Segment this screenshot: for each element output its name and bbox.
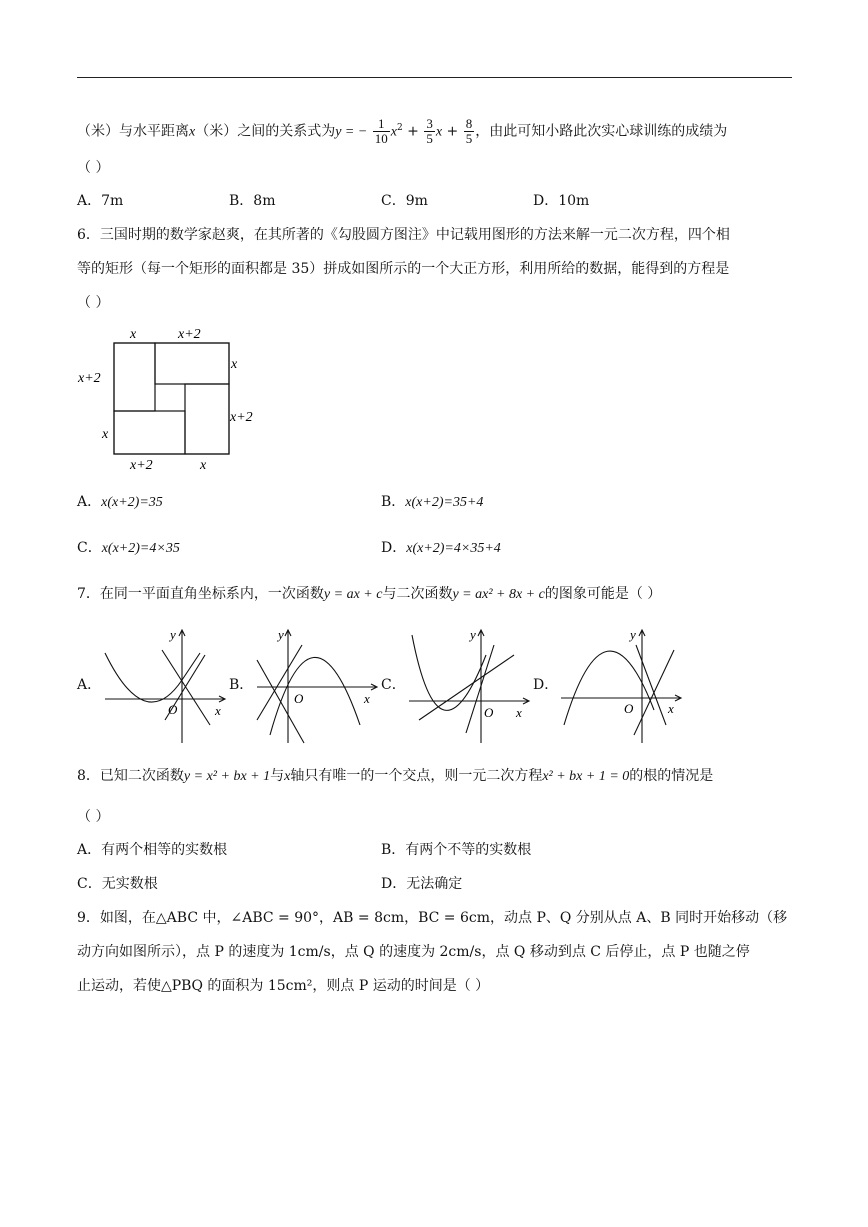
- svg-text:x: x: [668, 701, 674, 716]
- q7-graph-a[interactable]: [100, 625, 230, 745]
- q8-option-b[interactable]: B．有两个不等的实数根: [381, 842, 532, 858]
- svg-text:x: x: [364, 691, 370, 706]
- svg-text:O: O: [484, 705, 494, 720]
- q8-paren: （ ）: [77, 809, 110, 825]
- q5-text-a: （米）与水平距离: [77, 123, 189, 140]
- q5-frac-2: $\frac{3}{5}$: [426, 116, 433, 146]
- q5-text-c: ，由此可知小路此次实心球训练的成绩为: [475, 123, 728, 140]
- q5-option-d[interactable]: D．10m: [533, 193, 590, 209]
- fig-label-bottom-right: x: [200, 458, 207, 473]
- svg-text:y: y: [170, 627, 176, 642]
- q6-option-a[interactable]: A．x(x+2)=35: [77, 494, 163, 510]
- svg-text:O: O: [294, 691, 304, 706]
- fig-label-bottom-left: x+2: [130, 458, 153, 473]
- q5-stem: （米）与水平距离x（米）之间的关系式为y = − $\frac{1}{10}$ $x^2$ + $\frac{3}{5}$ x + $\frac{8}{5}$ ，由此可知小路此次实心球训练的成绩为: [77, 116, 728, 146]
- q7-option-c-label[interactable]: C．: [381, 677, 406, 693]
- q9-stem-line3: 止运动，若使△PBQ 的面积为 15cm²，则点 P 运动的时间是（ ）: [77, 978, 490, 994]
- q6-stem-line2: 等的矩形（每一个矩形的面积都是 35）拼成如图所示的一个大正方形，利用所给的数据，能得到的方程是: [77, 261, 730, 277]
- q7-linear-eq: y = ax + c: [323, 587, 383, 602]
- q9-stem-line2: 动方向如图所示），点 P 的速度为 1cm/s，点 Q 的速度为 2cm/s，点 Q 移动到点 C 后停止，点 P 也随之停: [77, 944, 750, 960]
- fig-label-left-bottom: x: [102, 427, 109, 442]
- q8-option-c[interactable]: C．无实数根: [77, 876, 158, 892]
- q7-quadratic-eq: y = ax² + 8x + c: [452, 587, 545, 602]
- q5-option-c[interactable]: C．9m: [381, 193, 428, 209]
- q8-option-d[interactable]: D．无法确定: [381, 876, 463, 892]
- q6-paren: （ ）: [77, 295, 110, 311]
- q8-equation: x² + bx + 1 = 0: [542, 769, 630, 784]
- svg-text:y: y: [630, 627, 636, 642]
- svg-text:x: x: [215, 703, 221, 718]
- q8-option-a[interactable]: A．有两个相等的实数根: [77, 842, 228, 858]
- q7-graph-d[interactable]: [556, 625, 686, 745]
- q6-stem-line1: 6．三国时期的数学家赵爽，在其所著的《勾股圆方图注》中记载用图形的方法来解一元二次方程，四个相: [77, 227, 730, 243]
- q8-function-eq: y = x² + bx + 1: [183, 769, 271, 784]
- q5-frac-1: $\frac{1}{10}$: [374, 116, 388, 146]
- svg-text:y: y: [278, 627, 284, 642]
- q7-stem: 7．在同一平面直角坐标系内，一次函数y = ax + c与二次函数y = ax² + 8x + c的图象可能是（ ）: [77, 586, 662, 602]
- svg-text:O: O: [168, 702, 178, 717]
- q5-option-b[interactable]: B．8m: [229, 193, 276, 209]
- q5-var-x: x: [189, 124, 196, 140]
- q7-option-b-label[interactable]: B．: [229, 677, 254, 693]
- fig-label-top-left: x: [130, 327, 137, 342]
- fig-label-right-top: x: [231, 357, 238, 372]
- q5-paren: （ ）: [77, 160, 110, 176]
- q8-stem: 8．已知二次函数y = x² + bx + 1与x轴只有唯一的一个交点，则一元二次方程x² + bx + 1 = 0的根的情况是: [77, 768, 714, 784]
- q9-stem-line1: 9．如图，在△ABC 中，∠ABC = 90°，AB = 8cm，BC = 6cm，动点 P、Q 分别从点 A、B 同时开始移动（移: [77, 910, 788, 926]
- fig-label-left-top: x+2: [78, 371, 101, 386]
- q6-square-figure: [70, 318, 270, 478]
- q6-option-d[interactable]: D．x(x+2)=4×35+4: [381, 540, 501, 556]
- fig-label-right-bottom: x+2: [230, 410, 253, 425]
- svg-text:y: y: [470, 627, 476, 642]
- q7-graph-c[interactable]: [404, 625, 534, 745]
- q7-option-a-label[interactable]: A．: [77, 677, 102, 693]
- svg-text:x: x: [516, 705, 522, 720]
- svg-text:O: O: [624, 701, 634, 716]
- fig-label-top-right: x+2: [178, 327, 201, 342]
- header-rule: [77, 77, 792, 78]
- q6-option-b[interactable]: B．x(x+2)=35+4: [381, 494, 484, 510]
- q5-frac-3: $\frac{8}{5}$: [465, 116, 473, 146]
- q7-graph-b[interactable]: [252, 625, 382, 745]
- q7-option-d-label[interactable]: D．: [533, 677, 559, 693]
- q5-formula-y: y = −: [335, 124, 368, 140]
- q5-text-b: （米）之间的关系式为: [195, 123, 336, 140]
- q6-option-c[interactable]: C．x(x+2)=4×35: [77, 540, 180, 556]
- q5-option-a[interactable]: A．7m: [77, 193, 124, 209]
